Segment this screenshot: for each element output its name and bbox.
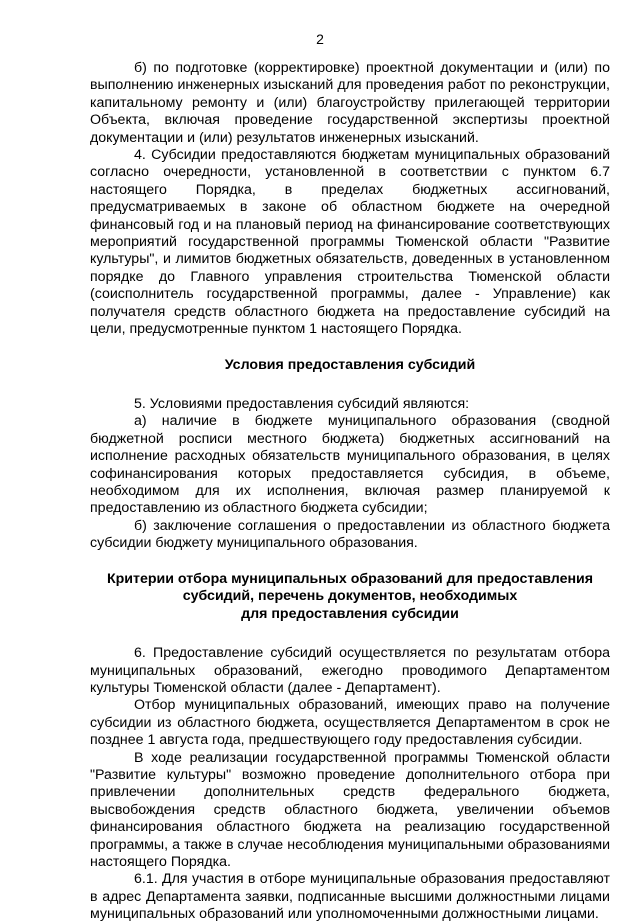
paragraph-application-submission: 6.1. Для участия в отборе муниципальные образования предоставляют в адрес Департамента заявки, подписанные высшими должностными лицами муниципальных образований или уполномоченными должностными лицами. [90, 871, 610, 923]
paragraph-selection-deadline: Отбор муниципальных образований, имеющих право на получение субсидии из областного бюджета, осуществляется Департаментом в срок не позднее 1 августа года, предшествующего году предоставления субсидии. [90, 697, 610, 749]
document-body [90, 60, 610, 924]
heading-criteria-line-2: субсидий, перечень документов, необходимых [182, 588, 518, 605]
heading-criteria-line-3: для предоставления субсидии [241, 605, 459, 622]
heading-conditions: Условия предоставления субсидий [224, 356, 476, 373]
paragraph-subsidy-order: 4. Субсидии предоставляются бюджетам муниципальных образований согласно очередности, установленной в соответствии с пунктом 6.7 настоящего Порядка, в пределах бюджетных ассигнований, предусматриваемых в законе об областном бюджете на очередной финансовый год и на плановый период на финансирование соответствующих мероприятий государственной программы Тюменской области "Развитие культуры", и лимитов бюджетных обязательств, доведенных в установленном порядке до Главного управления строительства Тюменской области (соисполнитель государственной программы, далее - Управление) как получателя средств областного бюджета на предоставление субсидий на цели, предусмотренные пунктом 1 настоящего Порядка. [90, 147, 610, 338]
heading-criteria [90, 571, 610, 624]
page-number: 2 [316, 31, 324, 47]
heading-criteria-line-1: Критерии отбора муниципальных образований для предоставления [106, 570, 594, 587]
paragraph-subsidy-b-design: б) по подготовке (корректировке) проектной документации и (или) по выполнению инженерных изысканий для проведения работ по реконструкции, капитальному ремонту и (или) благоустройству прилегающей территории Объекта, включая проведение государственной экспертизы проектной документации и (или) результатов инженерных изысканий. [90, 60, 610, 146]
paragraph-selection-basis: 6. Предоставление субсидий осуществляется по результатам отбора муниципальных образований, ежегодно проводимого Департаментом культуры Тюменской области (далее - Департамент). [90, 645, 610, 696]
paragraph-condition-a: а) наличие в бюджете муниципального образования (сводной бюджетной росписи местного бюджета) бюджетных ассигнований на исполнение расходных обязательств муниципального образования, в целях софинансирования которых предоставляется субсидия, в объеме, необходимом для их исполнения, включая размер планируемой к предоставлению из областного бюджета субсидии; [90, 413, 610, 517]
paragraph-condition-b: б) заключение соглашения о предоставлении из областного бюджета субсидии бюджету муниципального образования. [90, 517, 610, 552]
paragraph-conditions-intro: 5. Условиями предоставления субсидий являются: [134, 396, 470, 412]
paragraph-additional-selection: В ходе реализации государственной программы Тюменской области "Развитие культуры" возможно проведение дополнительного отбора при привлечении дополнительных средств федерального бюджета, высвобождения средств областного бюджета, увеличении объемов финансирования областного бюджета на реализацию государственной программы, а также в случае несоблюдения муниципальными образованиями настоящего Порядка. [90, 749, 610, 871]
